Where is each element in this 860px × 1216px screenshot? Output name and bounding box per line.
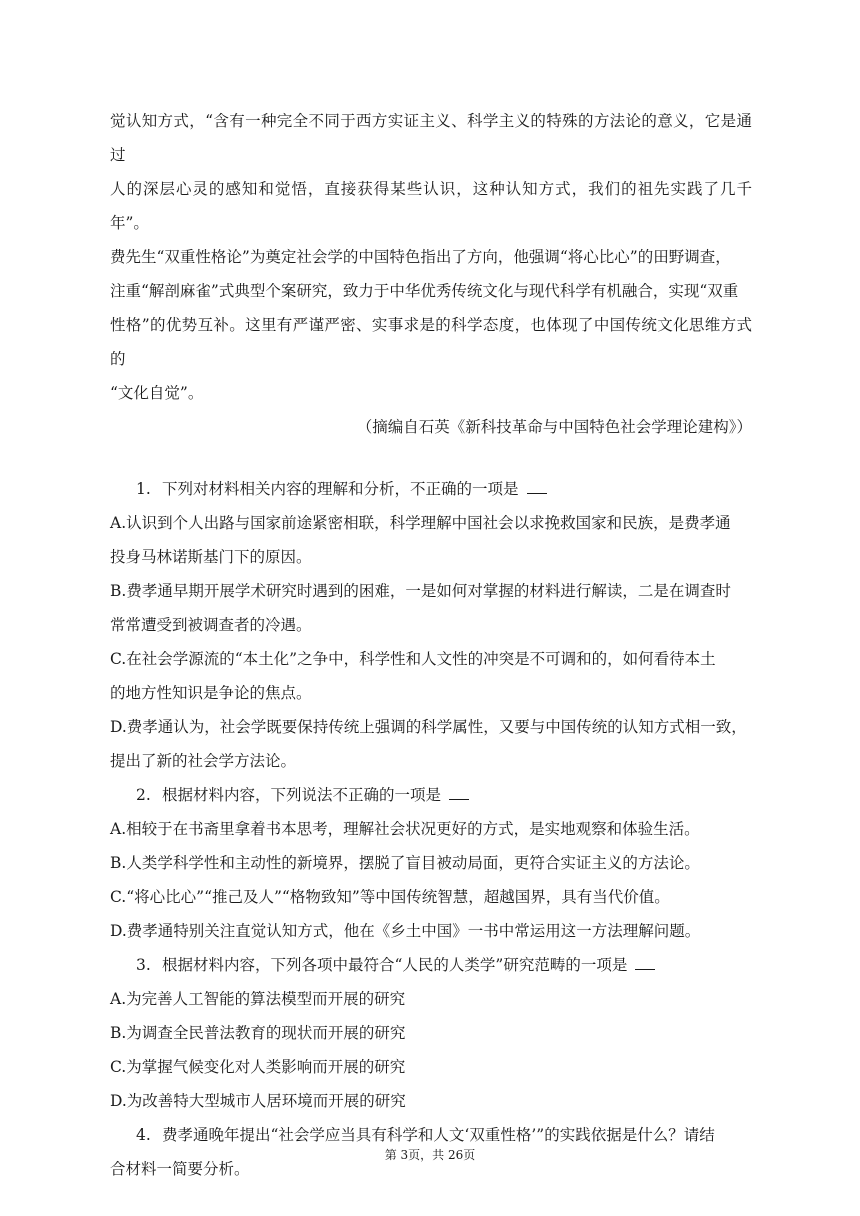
question-option: D.为改善特大型城市人居环境而开展的研究 xyxy=(110,1092,406,1110)
question-number: 1. xyxy=(136,480,151,498)
passage-line: “文化自觉”。 xyxy=(110,384,204,402)
question-option: D.费孝通特别关注直觉认知方式，他在《乡土中国》一书中常运用这一方法理解问题。 xyxy=(110,922,701,940)
question-option: C.为掌握气候变化对人类影响而开展的研究 xyxy=(110,1058,406,1076)
passage-line: 人的深层心灵的感知和觉悟，直接获得某些认识，这种认知方式，我们的祖先实践了几千年”。 xyxy=(110,180,752,232)
passage-line: 注重“解剖麻雀”式典型个案研究，致力于中华优秀传统文化与现代科学有机融合，实现“双重 xyxy=(110,282,739,300)
question-number: 3. xyxy=(136,956,151,974)
question-number: 2. xyxy=(136,786,151,804)
question-text: 费孝通晚年提出“社会学应当具有科学和人文‘双重性格’”的实践依据是什么？请结 xyxy=(162,1126,715,1144)
question-option: 提出了新的社会学方法论。 xyxy=(110,752,297,770)
question-number: 4. xyxy=(136,1126,151,1144)
question-text: 根据材料内容，下列各项中最符合“人民的人类学”研究范畴的一项是 xyxy=(162,956,628,974)
question-stem xyxy=(110,778,752,812)
question-option: A.相较于在书斋里拿着书本思考，理解社会状况更好的方式，是实地观察和体验生活。 xyxy=(110,820,700,838)
question-list xyxy=(110,472,752,1186)
page-content xyxy=(110,104,752,1186)
question-option: D.费孝通认为，社会学既要保持传统上强调的科学属性，又要与中国传统的认知方式相一致， xyxy=(110,718,747,736)
question-stem xyxy=(110,472,752,506)
question-text: 下列对材料相关内容的理解和分析，不正确的一项是 xyxy=(162,480,519,498)
question-option: 投身马林诺斯基门下的原因。 xyxy=(110,548,312,566)
answer-blank[interactable] xyxy=(527,479,547,494)
question-option: B.为调查全民普法教育的现状而开展的研究 xyxy=(110,1024,406,1042)
question-option: B.费孝通早期开展学术研究时遇到的困难，一是如何对掌握的材料进行解读，二是在调查时 xyxy=(110,582,731,600)
answer-blank[interactable] xyxy=(449,785,469,800)
question-option: C.在社会学源流的“本土化”之争中，科学性和人文性的冲突是不可调和的，如何看待本土 xyxy=(110,650,716,668)
question-stem xyxy=(110,948,752,982)
page-footer: 第 3页，共 26页 xyxy=(384,1148,476,1162)
passage-line: 觉认知方式，“含有一种完全不同于西方实证主义、科学主义的特殊的方法论的意义，它是通过 xyxy=(110,112,752,164)
question-text: 根据材料内容，下列说法不正确的一项是 xyxy=(162,786,442,804)
question-option: B.人类学科学性和主动性的新境界，摆脱了盲目被动局面，更符合实证主义的方法论。 xyxy=(110,854,700,872)
passage-paragraph xyxy=(110,104,752,410)
question-option: A.认识到个人出路与国家前途紧密相联，科学理解中国社会以求挽救国家和民族，是费孝通 xyxy=(110,514,731,532)
question-option: A.为完善人工智能的算法模型而开展的研究 xyxy=(110,990,406,1008)
question-option: 的地方性知识是争论的焦点。 xyxy=(110,684,312,702)
question-option: C.“将心比心”“推己及人”“格物致知”等中国传统智慧，超越国界，具有当代价值。 xyxy=(110,888,670,906)
answer-blank[interactable] xyxy=(635,955,655,970)
passage-source: （摘编自石英《新科技革命与中国特色社会学理论建构》） xyxy=(356,418,752,436)
question-option: 常常遭受到被调查者的冷遇。 xyxy=(110,616,312,634)
passage-line: 性格”的优势互补。这里有严谨严密、实事求是的科学态度，也体现了中国传统文化思维方式的 xyxy=(110,316,752,368)
question-continuation: 合材料一简要分析。 xyxy=(110,1160,250,1178)
passage-line: 费先生“双重性格论”为奠定社会学的中国特色指出了方向，他强调“将心比心”的田野调查， xyxy=(110,248,731,266)
